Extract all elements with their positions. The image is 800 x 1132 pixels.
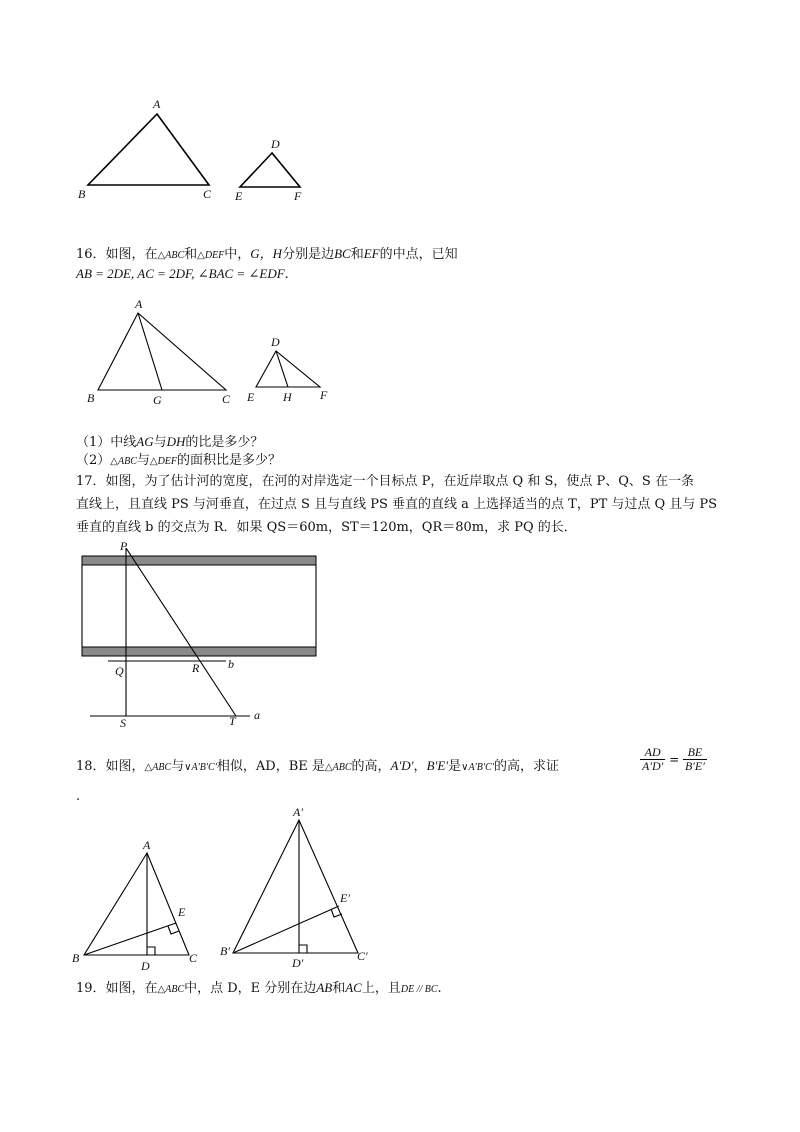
equals-sign: = xyxy=(669,752,680,767)
math-triangle-abc: △ABC xyxy=(110,456,137,467)
q18-text: 与 xyxy=(171,759,185,774)
label-B: B xyxy=(72,951,80,965)
label-E: E xyxy=(235,189,243,203)
right-angle-d2 xyxy=(299,945,307,953)
q16-text: 16．如图，在 xyxy=(76,247,158,262)
q16-text: 和 xyxy=(350,247,364,262)
label-G: G xyxy=(153,393,162,407)
q19-text: 中，点 D，E 分别在边 xyxy=(184,981,317,996)
label-E: E xyxy=(247,390,255,404)
math-triangle-a2b2c2: ∨A′B′C′ xyxy=(184,762,217,773)
math-condition: AB = 2DE, AC = 2DF, ∠BAC = ∠EDF xyxy=(76,266,285,281)
math-ag: AG xyxy=(136,434,154,449)
math-b2e2: B′E′ xyxy=(426,758,449,773)
q16-text: 与 xyxy=(136,453,150,468)
q17-line1: 17．如图，为了估计河的宽度，在河的对岸选定一个目标点 P，在近岸取点 Q 和 S，使点 P、Q、S 在一条 xyxy=(76,474,694,489)
label-B: B xyxy=(78,187,86,201)
label-C: C xyxy=(203,187,212,201)
fraction-numerator: BE xyxy=(683,746,707,760)
math-triangle-def: △DEF xyxy=(197,250,225,261)
q18-text: 18．如图， xyxy=(76,759,145,774)
fraction-denominator: B′E′ xyxy=(684,759,705,773)
label-b: b xyxy=(228,657,234,671)
math-triangle-def: △DEF xyxy=(149,456,178,467)
q16-text: 的比是多少？ xyxy=(185,435,264,450)
q19-text: 上，且 xyxy=(361,981,401,996)
label-C: C xyxy=(222,392,231,406)
label-A-prime: A′ xyxy=(293,805,303,819)
right-angle-d xyxy=(147,947,155,955)
q16-text: 与 xyxy=(153,435,167,450)
math-a2d2: A′D′ xyxy=(390,758,414,773)
label-A: A xyxy=(135,297,143,311)
label-F: F xyxy=(294,189,302,203)
label-D: D xyxy=(141,959,150,973)
label-B-prime: B′ xyxy=(220,944,230,958)
label-R: R xyxy=(192,661,200,675)
q16-text: （1）中线 xyxy=(76,435,137,450)
fraction-denominator: A′D′ xyxy=(642,759,664,773)
math-dh: DH xyxy=(166,434,186,449)
math-triangle-abc: △ABC xyxy=(144,762,172,773)
q18-text: 相似，AD，BE 是 xyxy=(216,759,325,774)
q16-text: 和 xyxy=(184,247,198,262)
label-A: A xyxy=(153,97,161,111)
label-Q: Q xyxy=(115,664,124,678)
q18-text: 是 xyxy=(448,759,462,774)
math-triangle-a2b2c2: ∨A′B′C′ xyxy=(461,762,494,773)
q19-line1 xyxy=(76,979,442,998)
q19-text: . xyxy=(437,981,442,996)
math-ab: AB xyxy=(316,980,333,995)
label-B: B xyxy=(87,391,95,405)
math-triangle-abc: △ABC xyxy=(157,984,185,995)
label-D: D xyxy=(271,335,280,349)
q16-text: 的面积比是多少？ xyxy=(177,453,282,468)
q18-text: 的高， xyxy=(351,759,391,774)
q16-text: （2） xyxy=(76,453,111,468)
label-H: H xyxy=(283,390,292,404)
q19-text: 和 xyxy=(332,981,346,996)
label-D: D xyxy=(271,137,280,151)
altitude-be xyxy=(84,923,176,955)
label-A: A xyxy=(143,838,151,852)
q18-end: . xyxy=(76,789,81,804)
q18-text: 的高，求证 xyxy=(493,759,559,774)
q17-line3: 垂直的直线 b 的交点为 R．如果 QS＝60m，ST＝120m，QR＝80m，求 PQ 的长． xyxy=(76,520,577,535)
label-T: T xyxy=(229,714,236,728)
q16-text: . xyxy=(284,267,289,282)
label-E: E xyxy=(178,905,186,919)
fraction-numerator: AD xyxy=(640,746,665,760)
q16-text: 的中点，已知 xyxy=(379,247,458,262)
label-D-prime: D′ xyxy=(292,956,304,970)
q17-line2: 直线上，且直线 PS 与河垂直，在过点 S 且与直线 PS 垂直的直线 a 上选择适当的点 T，PT 与过点 Q 且与 PS xyxy=(76,497,718,512)
math-bc: BC xyxy=(334,246,351,261)
math-triangle-abc: △ABC xyxy=(324,762,352,773)
label-P: P xyxy=(120,539,128,553)
label-S: S xyxy=(120,716,126,730)
math-de-parallel-bc: DE // BC xyxy=(400,984,438,995)
triangle-abc-18 xyxy=(84,853,189,955)
label-E-prime: E′ xyxy=(340,891,350,905)
altitude-b2e2 xyxy=(233,906,339,953)
q18-text: ， xyxy=(413,759,427,774)
math-ac: AC xyxy=(345,980,362,995)
q16-text: 分别是边 xyxy=(282,247,335,262)
label-a: a xyxy=(254,708,260,722)
math-gh: G，H xyxy=(250,246,283,261)
q19-text: 19．如图，在 xyxy=(76,981,158,996)
label-F: F xyxy=(320,388,328,402)
triangle-a2b2c2-18 xyxy=(233,820,358,953)
math-triangle-abc: △ABC xyxy=(157,250,185,261)
label-C-prime: C′ xyxy=(357,949,368,963)
q16-text: 中， xyxy=(224,247,251,262)
label-C: C xyxy=(189,951,198,965)
math-ef: EF xyxy=(363,246,380,261)
